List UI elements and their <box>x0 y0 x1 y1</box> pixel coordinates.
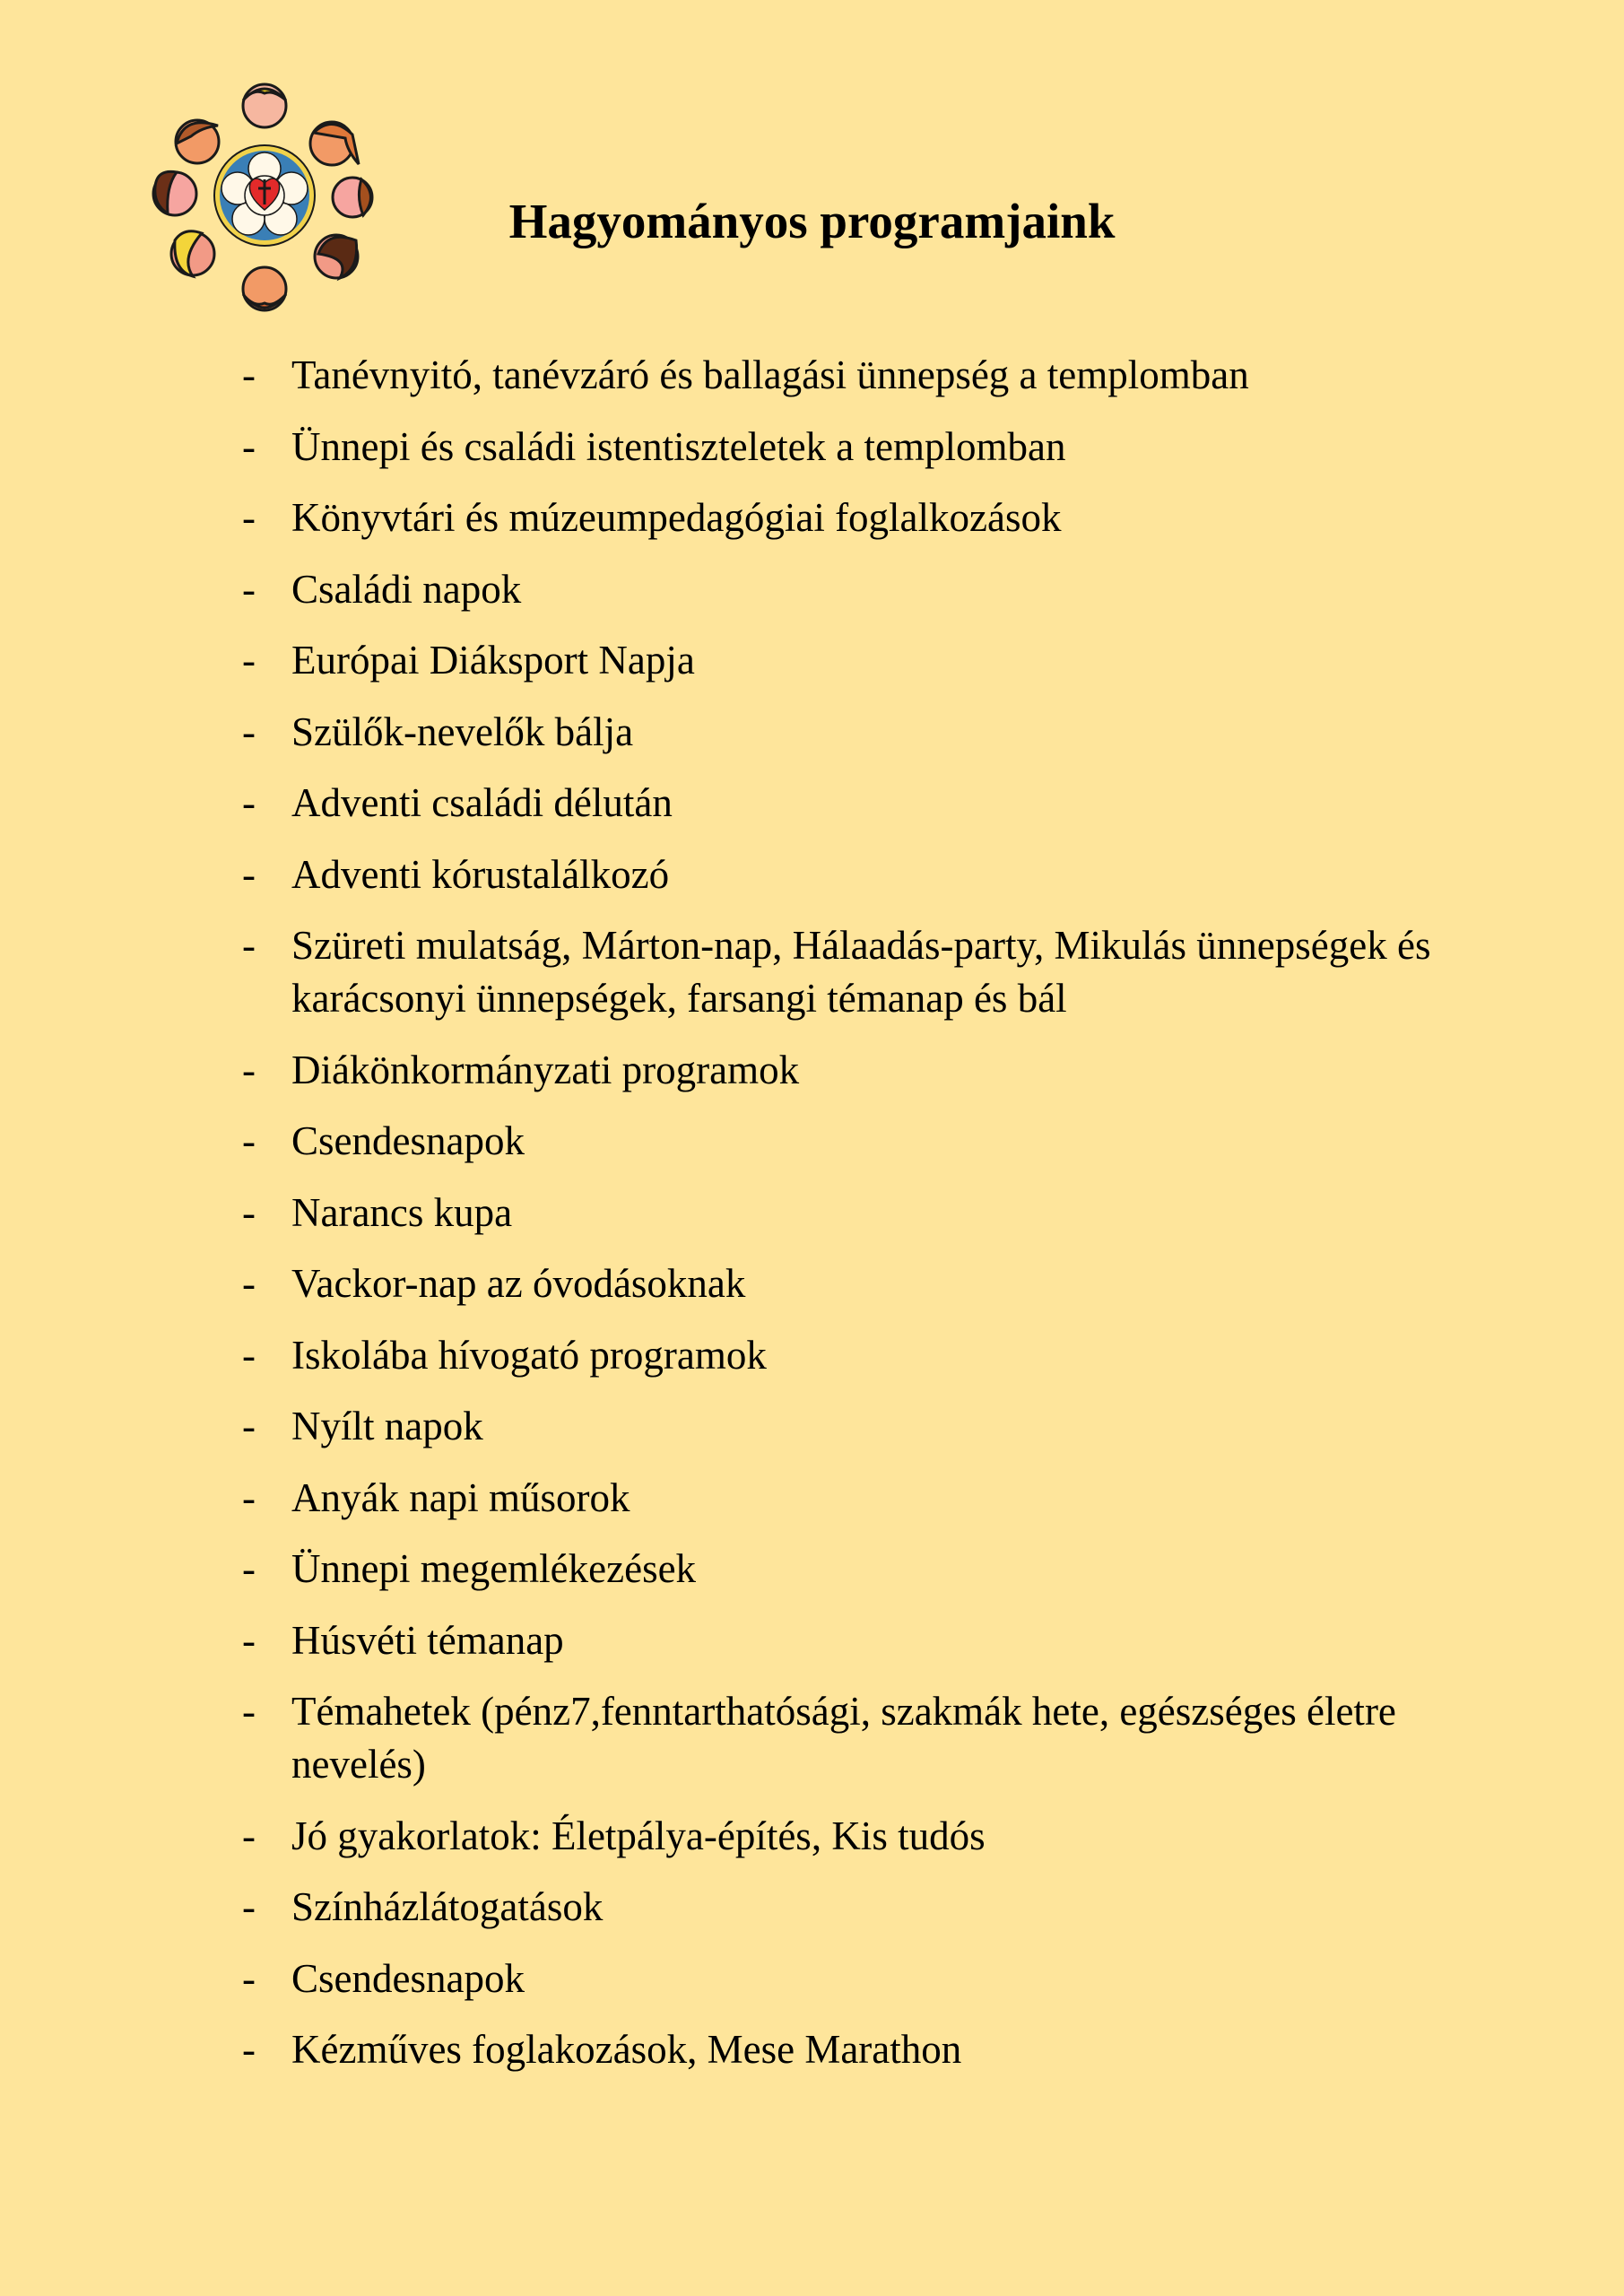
dash-bullet: - <box>242 923 256 968</box>
list-item-text: Kézműves foglakozások, Mese Marathon <box>291 2027 962 2072</box>
list-item <box>242 1685 1453 1791</box>
list-item <box>242 1952 1453 2005</box>
dash-bullet: - <box>242 1955 256 2001</box>
list-item <box>242 421 1453 474</box>
list-item <box>242 1810 1453 1863</box>
list-item-text: Húsvéti témanap <box>291 1617 564 1663</box>
list-item <box>242 1329 1453 1382</box>
dash-bullet: - <box>242 709 256 754</box>
list-item-text: Témahetek (pénz7,fenntarthatósági, szakmák hete, egészséges életre nevelés) <box>291 1689 1396 1787</box>
dash-bullet: - <box>242 1404 256 1448</box>
list-item-text: Narancs kupa <box>291 1189 513 1235</box>
dash-bullet: - <box>242 1474 256 1520</box>
list-item <box>242 706 1453 759</box>
list-item <box>242 349 1453 402</box>
dash-bullet: - <box>242 1813 256 1858</box>
dash-bullet: - <box>242 423 256 469</box>
list-item <box>242 634 1453 687</box>
list-item <box>242 1400 1453 1453</box>
list-item <box>242 1044 1453 1097</box>
list-item-text: Csendesnapok <box>291 1955 525 2001</box>
list-item-text: Színházlátogatások <box>291 1884 604 1929</box>
list-item-text: Európai Diáksport Napja <box>291 638 695 683</box>
list-item <box>242 1881 1453 1934</box>
dash-bullet: - <box>242 352 256 397</box>
list-item <box>242 1187 1453 1239</box>
page-title <box>0 193 1624 249</box>
program-list <box>242 349 1453 2095</box>
list-item <box>242 2023 1453 2076</box>
list-item <box>242 1543 1453 1596</box>
list-item-text: Tanévnyitó, tanévzáró és ballagási ünnepség a templomban <box>291 352 1249 397</box>
list-item-text: Vackor-nap az óvodásoknak <box>291 1261 746 1306</box>
dash-bullet: - <box>242 851 256 897</box>
dash-bullet: - <box>242 780 256 825</box>
list-item-text: Adventi kórustalálkozó <box>291 851 670 897</box>
dash-bullet: - <box>242 566 256 612</box>
dash-bullet: - <box>242 2027 256 2072</box>
list-item-text: Jó gyakorlatok: Életpálya-építés, Kis tudós <box>291 1813 986 1858</box>
dash-bullet: - <box>242 1261 256 1306</box>
list-item <box>242 563 1453 616</box>
list-item <box>242 777 1453 830</box>
dash-bullet: - <box>242 1189 256 1235</box>
dash-bullet: - <box>242 638 256 683</box>
list-item <box>242 1115 1453 1168</box>
list-item-text: Diákönkormányzati programok <box>291 1047 800 1092</box>
list-item-text: Ünnepi és családi istentiszteletek a templomban <box>291 423 1066 469</box>
list-item-text: Nyílt napok <box>291 1404 483 1448</box>
list-item-text: Adventi családi délután <box>291 780 673 825</box>
list-item <box>242 1257 1453 1310</box>
page-title-text: Hagyományos programjaink <box>508 194 1116 248</box>
list-item <box>242 1614 1453 1667</box>
list-item <box>242 919 1453 1025</box>
dash-bullet: - <box>242 1118 256 1163</box>
list-item-text: Könyvtári és múzeumpedagógiai foglalkozások <box>291 495 1062 540</box>
dash-bullet: - <box>242 495 256 540</box>
dash-bullet: - <box>242 1884 256 1929</box>
list-item-text: Szülők-nevelők bálja <box>291 709 634 754</box>
list-item <box>242 1472 1453 1525</box>
dash-bullet: - <box>242 1546 256 1591</box>
dash-bullet: - <box>242 1047 256 1092</box>
list-item-text: Családi napok <box>291 566 522 612</box>
list-item <box>242 491 1453 544</box>
list-item-text: Iskolába hívogató programok <box>291 1332 767 1378</box>
dash-bullet: - <box>242 1332 256 1378</box>
list-item-text: Csendesnapok <box>291 1118 525 1163</box>
list-item-text: Ünnepi megemlékezések <box>291 1546 697 1591</box>
list-item-text: Szüreti mulatság, Márton-nap, Hálaadás-party, Mikulás ünnepségek és karácsonyi ünnepségek, farsangi témanap és bál <box>291 923 1431 1021</box>
dash-bullet: - <box>242 1617 256 1663</box>
dash-bullet: - <box>242 1689 256 1734</box>
list-item <box>242 848 1453 901</box>
list-item-text: Anyák napi műsorok <box>291 1474 630 1520</box>
